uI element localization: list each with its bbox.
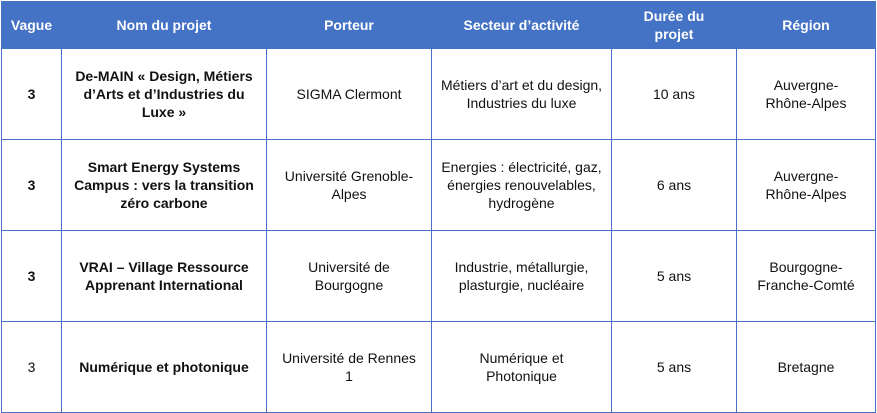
cell-duree: 5 ans: [612, 322, 737, 413]
header-secteur: Secteur d’activité: [432, 2, 612, 49]
header-nom-du-projet: Nom du projet: [62, 2, 267, 49]
cell-porteur: SIGMA Clermont: [267, 49, 432, 140]
cell-nom: VRAI – Village Ressource Apprenant International: [62, 231, 267, 322]
header-vague: Vague: [2, 2, 62, 49]
cell-region: Bourgogne-Franche-Comté: [737, 231, 876, 322]
cell-vague: 3: [2, 140, 62, 231]
table-header-row: [2, 2, 876, 49]
cell-secteur: Numérique et Photonique: [432, 322, 612, 413]
cell-region: Auvergne-Rhône-Alpes: [737, 49, 876, 140]
cell-duree: 10 ans: [612, 49, 737, 140]
header-duree: Durée du projet: [612, 2, 737, 49]
cell-region: Bretagne: [737, 322, 876, 413]
table-row: [2, 322, 876, 413]
cell-nom: Numérique et photonique: [62, 322, 267, 413]
cell-duree: 6 ans: [612, 140, 737, 231]
cell-porteur: Université Grenoble-Alpes: [267, 140, 432, 231]
table-row: [2, 231, 876, 322]
cell-region: Auvergne-Rhône-Alpes: [737, 140, 876, 231]
cell-nom: De-MAIN « Design, Métiers d’Arts et d’Industries du Luxe »: [62, 49, 267, 140]
cell-nom: Smart Energy Systems Campus : vers la transition zéro carbone: [62, 140, 267, 231]
cell-duree: 5 ans: [612, 231, 737, 322]
cell-porteur: Université de Rennes 1: [267, 322, 432, 413]
cell-secteur: Métiers d’art et du design, Industries du luxe: [432, 49, 612, 140]
table-row: [2, 49, 876, 140]
header-porteur: Porteur: [267, 2, 432, 49]
table-row: [2, 140, 876, 231]
cell-vague: 3: [2, 49, 62, 140]
projects-table: [1, 1, 876, 413]
cell-vague: 3: [2, 231, 62, 322]
header-region: Région: [737, 2, 876, 49]
cell-secteur: Energies : électricité, gaz, énergies renouvelables, hydrogène: [432, 140, 612, 231]
cell-porteur: Université de Bourgogne: [267, 231, 432, 322]
cell-vague: 3: [2, 322, 62, 413]
cell-secteur: Industrie, métallurgie, plasturgie, nucléaire: [432, 231, 612, 322]
